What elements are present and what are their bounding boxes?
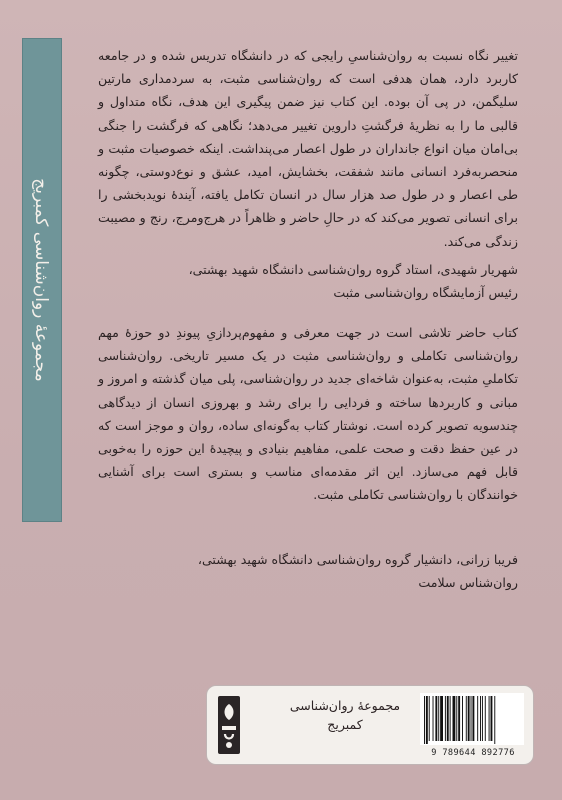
series-label xyxy=(285,696,405,734)
signature-2-line-2: روان‌شناس سلامت xyxy=(418,575,518,591)
review-paragraph-2: کتاب حاضر تلاشی است در جهت معرفی و مفهوم‌پردازیِ پیوندِ دو حوزهٔ مهم روان‌شناسی تکاملی و روان‌شناسی مثبت در یک مسیر تاریخی. روان‌شناسی تکاملیِ مثبت، به‌عنوان شاخه‌ای جدید در روان‌شناسی، پلی میان گذشته و امروز و مبانی و کاربردها ساخته و فردایی را برای رشد و بهروزی انسان از دیدگاهی چندسویه تصویر کرده است. نوشتار کتاب به‌گونه‌ای ساده، روان و موجز است که در عین حفظ دقت و صحت علمی، مفاهیم بنیادی و پیچیدهٔ این حوزه را به‌خوبی قابل فهم می‌سازد. این اثر مقدمه‌ای مناسب و بستری است برای آشنایی خوانندگان با روان‌شناسی تکاملی مثبت. xyxy=(98,325,518,503)
series-label-line-2: کمبریج xyxy=(327,717,363,732)
series-label-line-1: مجموعهٔ روان‌شناسی xyxy=(289,698,401,713)
signature-1-line-1: شهریار شهیدی، استاد گروه روان‌شناسی دانشگاه شهید بهشتی، xyxy=(188,262,518,277)
review-signature-1 xyxy=(150,258,518,304)
signature-1-line-2: رئیس آزمایشگاه روان‌شناسی مثبت xyxy=(333,285,518,301)
signature-2-line-1: فریبا زرانی، دانشیار گروه روان‌شناسی دانشگاه شهید بهشتی، xyxy=(197,552,518,567)
barcode-number: 9 789644 892776 xyxy=(431,748,515,758)
isbn-barcode xyxy=(420,693,524,745)
review-signature-2 xyxy=(150,548,518,594)
series-band-title: مجموعهٔ روان‌شناسی کمبریج xyxy=(31,178,51,382)
review-paragraph-1: تغییر نگاه نسبت به روان‌شناسیِ رایجی که در دانشگاه تدریس شده و در جامعه کاربرد دارد، همان هدفی است که روان‌شناسی مثبت، به سردمداری مارتین سلیگمن، در پی آن بوده. این کتاب نیز ضمن پیگیری این هدف، نگاه متداول و قالبی ما را به نظریهٔ فرگشتِ داروین تغییر می‌دهد؛ نگاهی که فرگشت را جنگی بی‌امان میان انواع جانداران در طول اعصار می‌پنداشت. اینکه خصوصیات مثبت و منحصربه‌فرد انسانی مانند شفقت، بخشایش، امید، عشق و نوع‌دوستی، چگونه طی اعصار و در طول صد هزار سال در انسان تکامل یافته، آیندهٔ نویدبخشی را برای انسانی تصویر می‌کند که در حالِ حاضر و ظاهراً در هرج‌ومرج، رنج و مصیبت زندگی می‌کند. xyxy=(98,48,518,249)
publisher-logo-icon xyxy=(216,694,242,756)
